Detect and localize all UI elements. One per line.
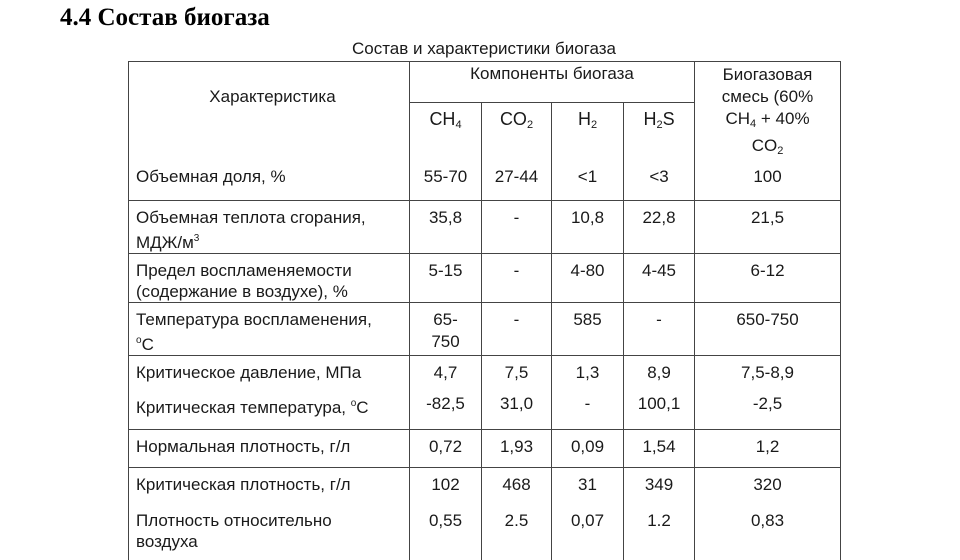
cell-value: 7,5 [482,355,552,391]
cell-value: - [552,391,624,429]
table-caption: Состав и характеристики биогаза [351,39,617,58]
header-gas-h2: $H_2$ [552,102,624,162]
cell-value: <1 [552,162,624,200]
cell-value: 100 [695,162,841,200]
cell-value: 27-44 [482,162,552,200]
header-components-group: Компоненты биогаза [410,62,695,103]
table-row [129,253,841,302]
row-label: Плотность относительно воздуха [129,504,410,560]
table-row [129,162,841,200]
page-title: 4.4 Состав биогаза [60,4,270,31]
cell-value: 1,54 [624,429,695,467]
cell-value: 2.5 [482,504,552,560]
row-label: Температура воспламенения, $^o$C [129,302,410,355]
table-row [129,200,841,253]
row-label: Объемная теплота сгорания, МДЖ/$м^3$ [129,200,410,253]
cell-value: 4,7 [410,355,482,391]
cell-value: 21,5 [695,200,841,253]
row-label: Объемная доля, % [129,162,410,200]
cell-value: 5-15 [410,253,482,302]
cell-value: 4-45 [624,253,695,302]
row-label: Предел воспламеняемости (содержание в воздухе), % [129,253,410,302]
table-row [129,302,841,355]
cell-value: 100,1 [624,391,695,429]
cell-value: - [482,253,552,302]
mixture-line-2: смесь (60% [721,87,814,106]
cell-value: - [482,302,552,355]
header-mixture [695,62,841,163]
row-label: Критическое давление, МПа [129,355,410,391]
biogas-table-container [128,61,840,551]
mixture-line-1: Биогазовая [722,65,813,84]
cell-value: 31 [552,467,624,504]
cell-value: 468 [482,467,552,504]
cell-value: 10,8 [552,200,624,253]
table-header-row [129,62,841,103]
cell-value: 650-750 [695,302,841,355]
table-row [129,504,841,560]
cell-value: 1,93 [482,429,552,467]
cell-value: <3 [624,162,695,200]
cell-value: 8,9 [624,355,695,391]
cell-value: 35,8 [410,200,482,253]
header-gas-ch4: $CH_4$ [410,102,482,162]
cell-value: 55-70 [410,162,482,200]
table-row [129,467,841,504]
cell-value: 6-12 [695,253,841,302]
cell-value: 65- 750 [410,302,482,355]
cell-value: 0,07 [552,504,624,560]
cell-value: 1,2 [695,429,841,467]
cell-value: - [624,302,695,355]
cell-value: -82,5 [410,391,482,429]
cell-value: 349 [624,467,695,504]
cell-value: 7,5-8,9 [695,355,841,391]
cell-value: 0,09 [552,429,624,467]
cell-value: - [482,200,552,253]
cell-value: 320 [695,467,841,504]
mixture-line-3: $CH_4 + 40\%$ [725,109,810,130]
cell-value: 1,3 [552,355,624,391]
cell-value: 0,72 [410,429,482,467]
cell-value: 22,8 [624,200,695,253]
cell-value: 4-80 [552,253,624,302]
row-label: Критическая плотность, г/л [129,467,410,504]
table-row [129,355,841,391]
header-gas-co2: $CO_2$ [482,102,552,162]
cell-value: -2,5 [695,391,841,429]
header-characteristic: Характеристика [129,62,410,163]
biogas-composition-table [128,61,841,560]
cell-value: 0,55 [410,504,482,560]
cell-value: 102 [410,467,482,504]
table-row [129,391,841,429]
mixture-line-4: $CO_2$ [751,136,784,157]
row-label: Нормальная плотность, г/л [129,429,410,467]
cell-value: 31,0 [482,391,552,429]
cell-value: 0,83 [695,504,841,560]
cell-value: 1.2 [624,504,695,560]
cell-value: 585 [552,302,624,355]
header-gas-h2s: $H_2S$ [624,102,695,162]
table-row [129,429,841,467]
row-label: Критическая температура, $^o$C [129,391,410,429]
